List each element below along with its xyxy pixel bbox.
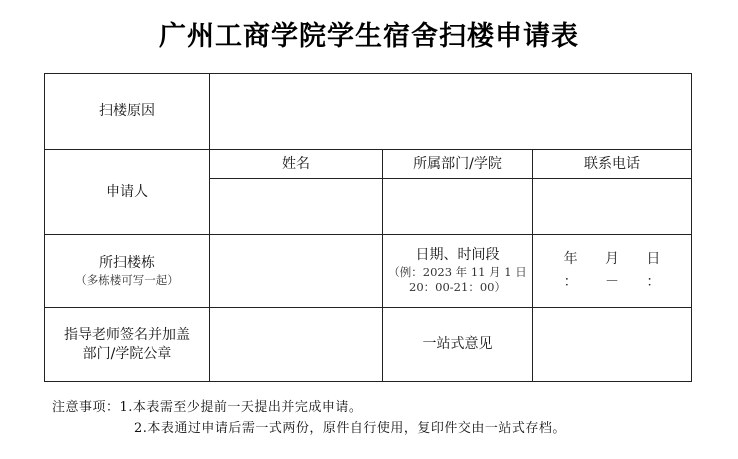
col-name-header: 姓名 — [210, 150, 383, 179]
datetime-example-line2: 20：00-21：00） — [409, 280, 506, 295]
advisor-label-line2: 部门/学院公章 — [82, 345, 172, 362]
building-label: 所扫楼栋 — [99, 254, 155, 271]
building-field[interactable] — [210, 235, 383, 308]
applicant-header-row — [45, 150, 692, 179]
datetime-label-cell — [383, 235, 533, 308]
advisor-label-cell — [45, 308, 210, 382]
reason-label: 扫楼原因 — [45, 74, 210, 150]
building-row — [45, 235, 692, 308]
datetime-label: 日期、时间段 — [415, 247, 500, 264]
datetime-example-line1: （例：2023 年 11 月 1 日 — [388, 264, 527, 279]
notes-section — [52, 397, 566, 439]
building-hint: （多栋楼可写一起） — [75, 272, 179, 287]
time-separator: ： — [646, 274, 661, 290]
col-department-header: 所属部门/学院 — [383, 150, 533, 179]
application-form-table — [44, 73, 692, 382]
datetime-field[interactable] — [533, 235, 692, 308]
day-label: 日 — [646, 251, 661, 268]
col-phone-header: 联系电话 — [533, 150, 692, 179]
building-label-cell — [45, 235, 210, 308]
one-stop-opinion-field[interactable] — [533, 308, 692, 382]
phone-field[interactable] — [533, 179, 692, 235]
reason-field[interactable] — [210, 74, 692, 150]
advisor-signature-field[interactable] — [210, 308, 383, 382]
applicant-label: 申请人 — [45, 150, 210, 235]
approval-row — [45, 308, 692, 382]
name-field[interactable] — [210, 179, 383, 235]
year-label: 年 — [563, 251, 578, 268]
notes-prefix: 注意事项： — [52, 400, 120, 415]
note-line-1 — [52, 397, 566, 418]
time-separator: ： — [563, 274, 578, 290]
date-grid — [550, 250, 674, 292]
month-label: 月 — [604, 251, 619, 268]
form-title: 广州工商学院学生宿舍扫楼申请表 — [159, 21, 579, 52]
note-item-1: 1.本表需至少提前一天提出并完成申请。 — [119, 400, 363, 415]
reason-row — [45, 74, 692, 150]
advisor-label-line1: 指导老师签名并加盖 — [64, 326, 190, 343]
one-stop-label: 一站式意见 — [383, 308, 533, 382]
department-field[interactable] — [383, 179, 533, 235]
note-item-2: 2.本表通过申请后需一式两份，原件自行使用，复印件交由一站式存档。 — [134, 421, 566, 436]
note-line-2 — [52, 418, 566, 439]
time-dash: － — [604, 274, 619, 290]
